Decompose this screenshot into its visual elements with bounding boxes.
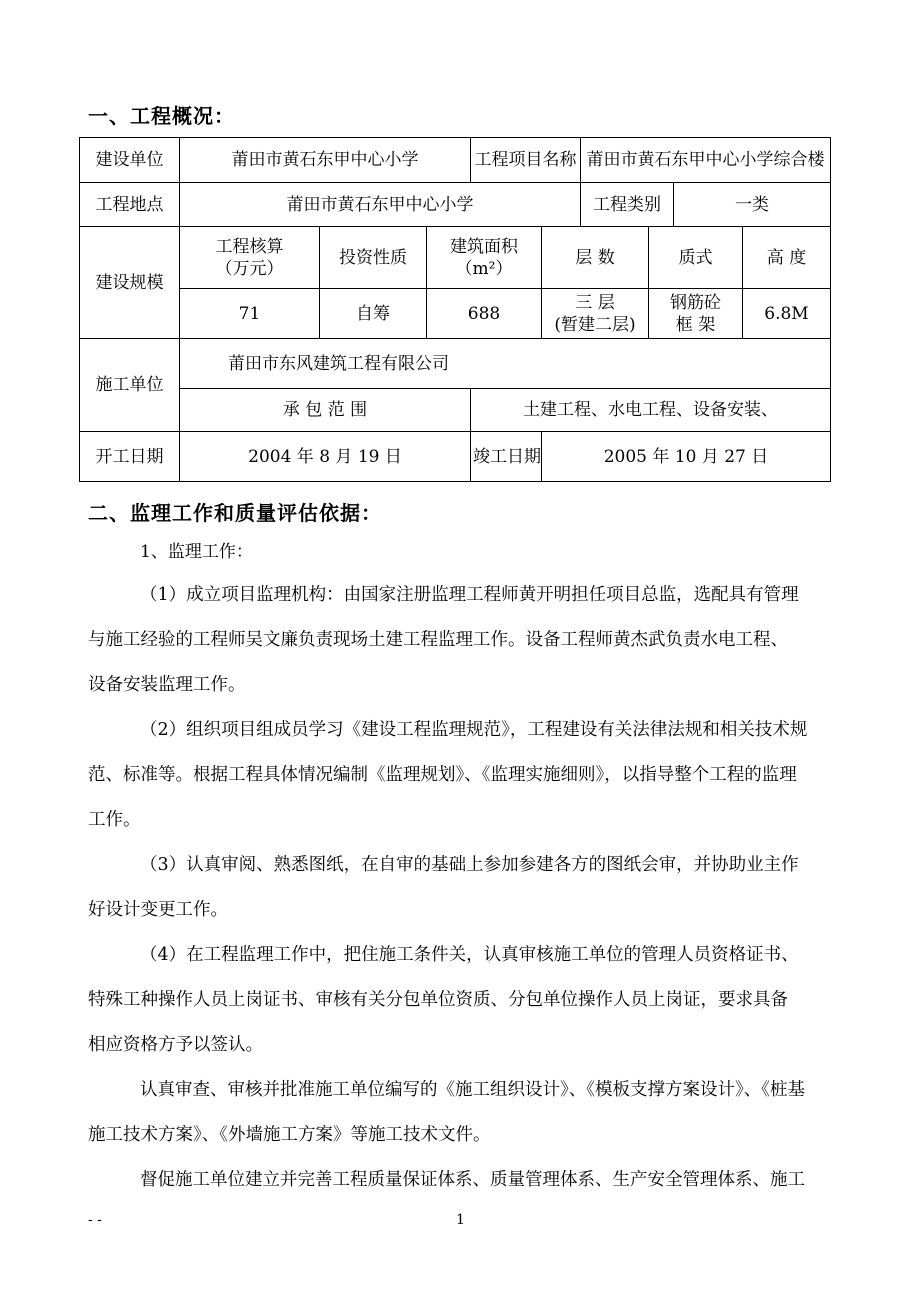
value-structure: 钢筋砼 框 架 bbox=[649, 289, 743, 339]
paragraph-line: （4）在工程监理工作中，把住施工条件关，认真审核施工单位的管理人员资格证书、 bbox=[140, 945, 799, 965]
section-title-overview: 一、工程概况： bbox=[88, 104, 235, 128]
header-investment: 投资性质 bbox=[320, 227, 427, 289]
label-client: 建设单位 bbox=[80, 138, 180, 183]
table-row bbox=[80, 183, 831, 227]
value-floors: 三 层 (暂建二层) bbox=[542, 289, 649, 339]
label-scope: 承 包 范 围 bbox=[180, 389, 471, 432]
paragraph-line: 工作。 bbox=[88, 810, 141, 830]
page-number: 1 bbox=[456, 1212, 465, 1228]
section-title-basis: 二、监理工作和质量评估依据： bbox=[88, 501, 382, 525]
value-client: 莆田市黄石东甲中心小学 bbox=[180, 138, 471, 183]
footer-left: - - bbox=[88, 1212, 102, 1228]
table-row bbox=[80, 227, 831, 289]
paragraph-line: 好设计变更工作。 bbox=[88, 900, 228, 920]
paragraph-line: 施工技术方案》、《外墙施工方案》等施工技术文件。 bbox=[88, 1125, 491, 1145]
label-category: 工程类别 bbox=[581, 183, 674, 227]
paragraph-line: 相应资格方予以签认。 bbox=[88, 1035, 263, 1055]
value-end-date: 2005 年 10 月 27 日 bbox=[542, 432, 831, 482]
body-text bbox=[88, 573, 833, 1203]
header-structure: 质式 bbox=[649, 227, 743, 289]
table-row bbox=[80, 289, 831, 339]
value-scope: 土建工程、水电工程、设备安装、 bbox=[471, 389, 831, 432]
label-project-name: 工程项目名称 bbox=[471, 138, 581, 183]
value-height: 6.8M bbox=[743, 289, 831, 339]
paragraph-line: 督促施工单位建立并完善工程质量保证体系、质量管理体系、生产安全管理体系、施工 bbox=[140, 1170, 805, 1190]
label-end-date: 竣工日期 bbox=[471, 432, 542, 482]
value-cost: 71 bbox=[180, 289, 320, 339]
paragraph-line: 范、标准等。根据工程具体情况编制《监理规划》、《监理实施细则》，以指导整个工程的监理 bbox=[88, 765, 797, 785]
header-height: 高 度 bbox=[743, 227, 831, 289]
value-investment: 自筹 bbox=[320, 289, 427, 339]
paragraph-line: 设备安装监理工作。 bbox=[88, 675, 246, 695]
paragraph-line: （2）组织项目组成员学习《建设工程监理规范》，工程建设有关法律法规和相关技术规 bbox=[140, 720, 808, 740]
paragraph-line: 特殊工种操作人员上岗证书、审核有关分包单位资质、分包单位操作人员上岗证，要求具备 bbox=[88, 990, 788, 1010]
value-category: 一类 bbox=[674, 183, 831, 227]
paragraph-line: 与施工经验的工程师吴文廉负责现场土建工程监理工作。设备工程师黄杰武负责水电工程、 bbox=[88, 630, 788, 650]
label-scale: 建设规模 bbox=[80, 227, 180, 339]
value-area: 688 bbox=[427, 289, 542, 339]
subheading-supervision: 1、监理工作： bbox=[140, 542, 253, 562]
label-contractor: 施工单位 bbox=[80, 339, 180, 432]
label-location: 工程地点 bbox=[80, 183, 180, 227]
table-row bbox=[80, 432, 831, 482]
value-contractor: 莆田市东风建筑工程有限公司 bbox=[180, 339, 831, 389]
header-floors: 层 数 bbox=[542, 227, 649, 289]
table-row bbox=[80, 389, 831, 432]
value-location: 莆田市黄石东甲中心小学 bbox=[180, 183, 581, 227]
paragraph-line: （3）认真审阅、熟悉图纸，在自审的基础上参加参建各方的图纸会审，并协助业主作 bbox=[140, 855, 799, 875]
paragraph-line: （1）成立项目监理机构：由国家注册监理工程师黄开明担任项目总监，选配具有管理 bbox=[140, 585, 799, 605]
value-project-name: 莆田市黄石东甲中心小学综合楼 bbox=[581, 138, 831, 183]
header-area: 建筑面积 （m²） bbox=[427, 227, 542, 289]
table-row bbox=[80, 138, 831, 183]
value-start-date: 2004 年 8 月 19 日 bbox=[180, 432, 471, 482]
header-cost: 工程核算 （万元） bbox=[180, 227, 320, 289]
table-row bbox=[80, 339, 831, 389]
project-overview-table bbox=[79, 137, 831, 482]
label-start-date: 开工日期 bbox=[80, 432, 180, 482]
paragraph-line: 认真审查、审核并批准施工单位编写的《施工组织设计》、《模板支撑方案设计》、《桩基 bbox=[140, 1080, 805, 1100]
